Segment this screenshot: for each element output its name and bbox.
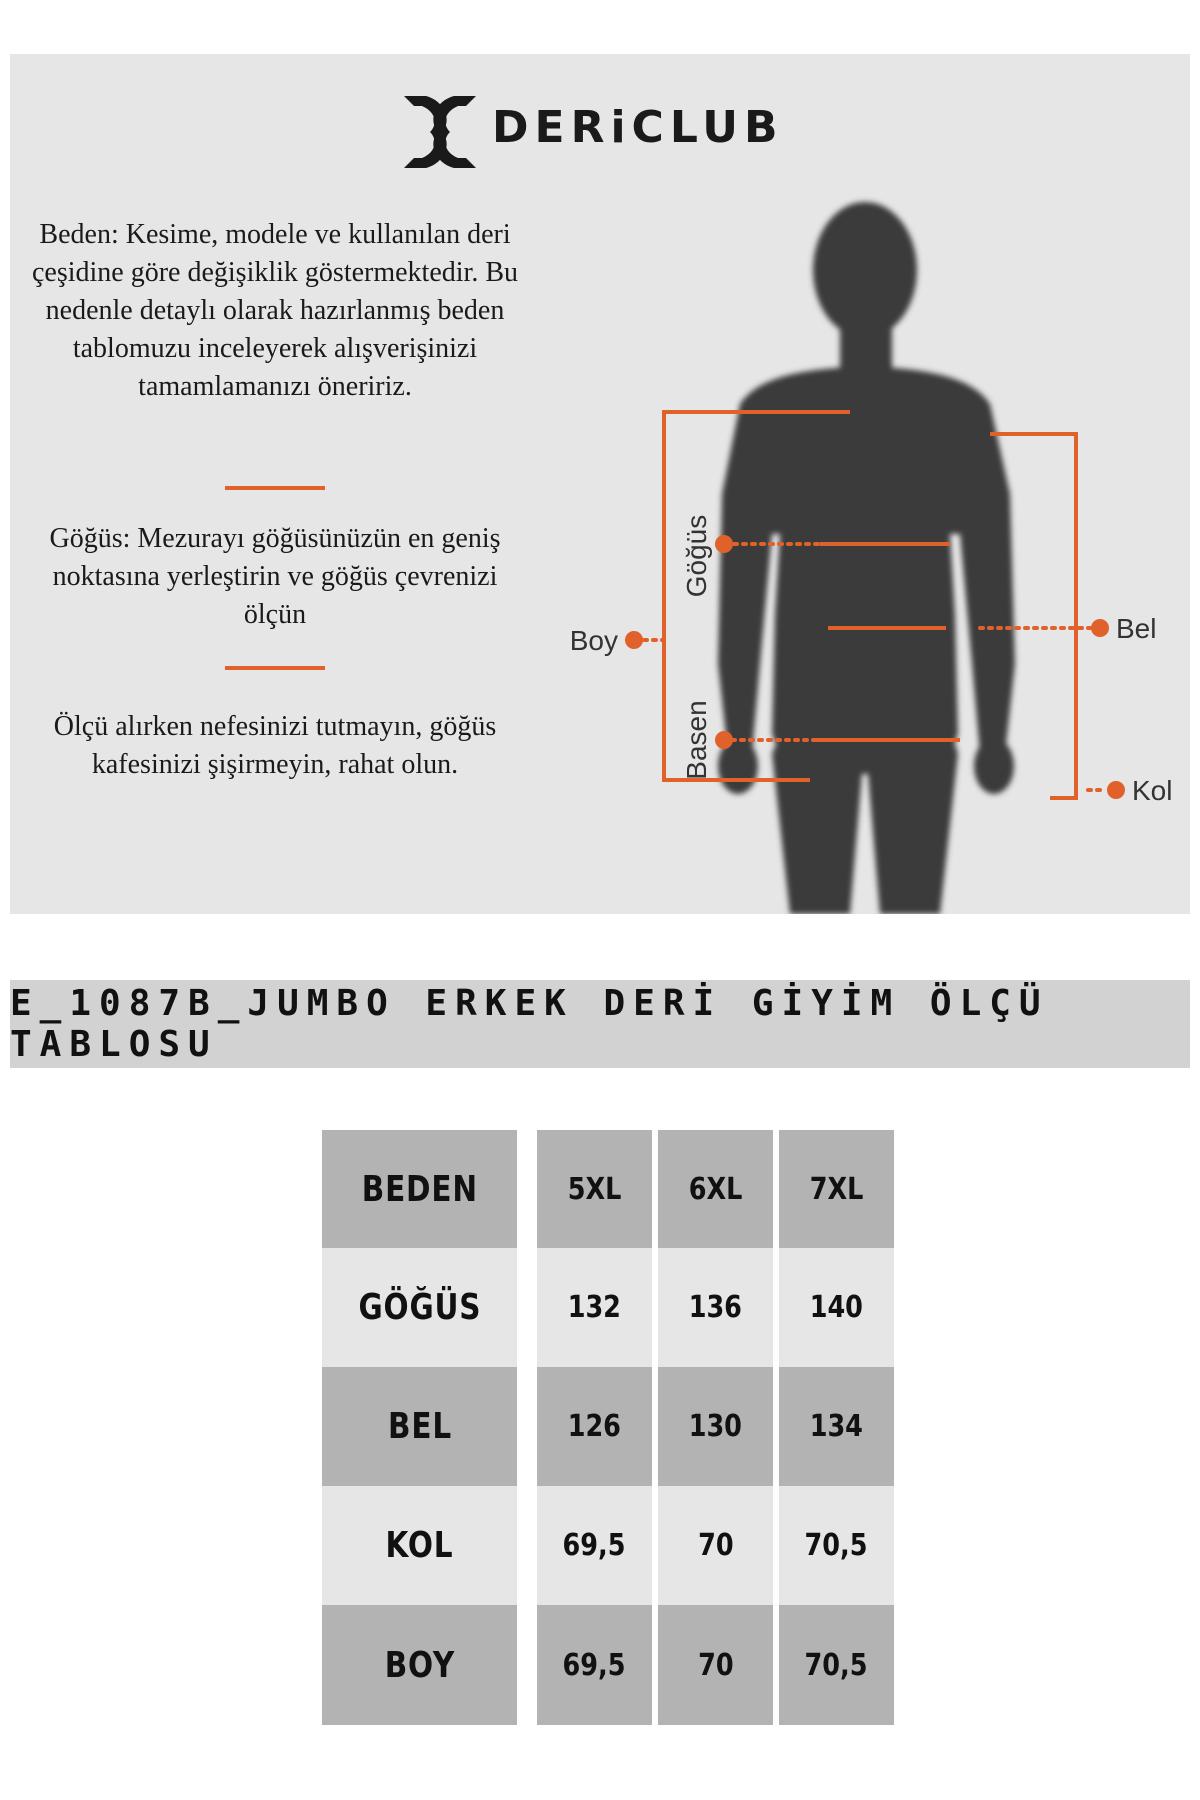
chest-marker: [715, 535, 733, 553]
basen-label: Basen: [681, 700, 712, 780]
size-info-text: Beden: Kesime, modele ve kullanılan deri çeşidine göre değişiklik göstermektedir. Bu nedenle detaylı olarak hazırlanmış beden tablomuzu inceleyerek alışverişinizi tamamlamanızı öneririz.: [31, 219, 518, 402]
row-label-kol: KOL: [322, 1486, 517, 1605]
boy-label: Boy: [569, 625, 618, 656]
size-column-header: 7XL: [779, 1130, 894, 1248]
hip-marker: [715, 731, 733, 749]
brand-mark-icon: [400, 92, 480, 172]
size-column-header: 6XL: [658, 1130, 773, 1248]
size-column-header: 5XL: [537, 1130, 652, 1248]
divider: [225, 666, 325, 670]
table-cell: 140: [779, 1248, 894, 1367]
table-cell: 70,5: [779, 1486, 894, 1605]
row-label-boy: BOY: [322, 1605, 517, 1725]
table-cell: 132: [537, 1248, 652, 1367]
gogus-label: Göğüs: [681, 514, 712, 598]
waist-marker: [1091, 619, 1109, 637]
table-cell: 69,5: [537, 1605, 652, 1725]
divider: [225, 486, 325, 490]
row-label-gogus: GÖĞÜS: [322, 1248, 517, 1367]
table-cell: 130: [658, 1367, 773, 1486]
kol-label: Kol: [1132, 775, 1173, 806]
sleeve-marker: [1107, 781, 1125, 799]
chest-info-text: Göğüs: Mezurayı göğüsünüzün en geniş noktasına yerleştirin ve göğüs çevrenizi ölçün: [49, 523, 501, 630]
table-cell: 134: [779, 1367, 894, 1486]
table-header-label: BEDEN: [322, 1130, 517, 1248]
table-cell: 70,5: [779, 1605, 894, 1725]
table-cell: 70: [658, 1605, 773, 1725]
body-measurement-diagram: [510, 194, 1190, 914]
size-guide-panel: [10, 54, 1190, 914]
table-cell: 126: [537, 1367, 652, 1486]
brand-logo: [400, 92, 820, 172]
table-title-bar: [10, 980, 1190, 1068]
table-title: E_1087B_JUMBO ERKEK DERİ GİYİM ÖLÇÜ TABLOSU: [10, 983, 1049, 1065]
breathing-info-text: Ölçü alırken nefesinizi tutmayın, göğüs kafesinizi şişirmeyin, rahat olun.: [53, 711, 497, 780]
brand-name: DERiCLUB: [492, 102, 784, 153]
height-marker: [625, 631, 643, 649]
table-cell: 70: [658, 1486, 773, 1605]
bel-label: Bel: [1116, 613, 1157, 644]
row-label-bel: BEL: [322, 1367, 517, 1486]
table-cell: 69,5: [537, 1486, 652, 1605]
body-silhouette: [718, 202, 1015, 914]
table-cell: 136: [658, 1248, 773, 1367]
